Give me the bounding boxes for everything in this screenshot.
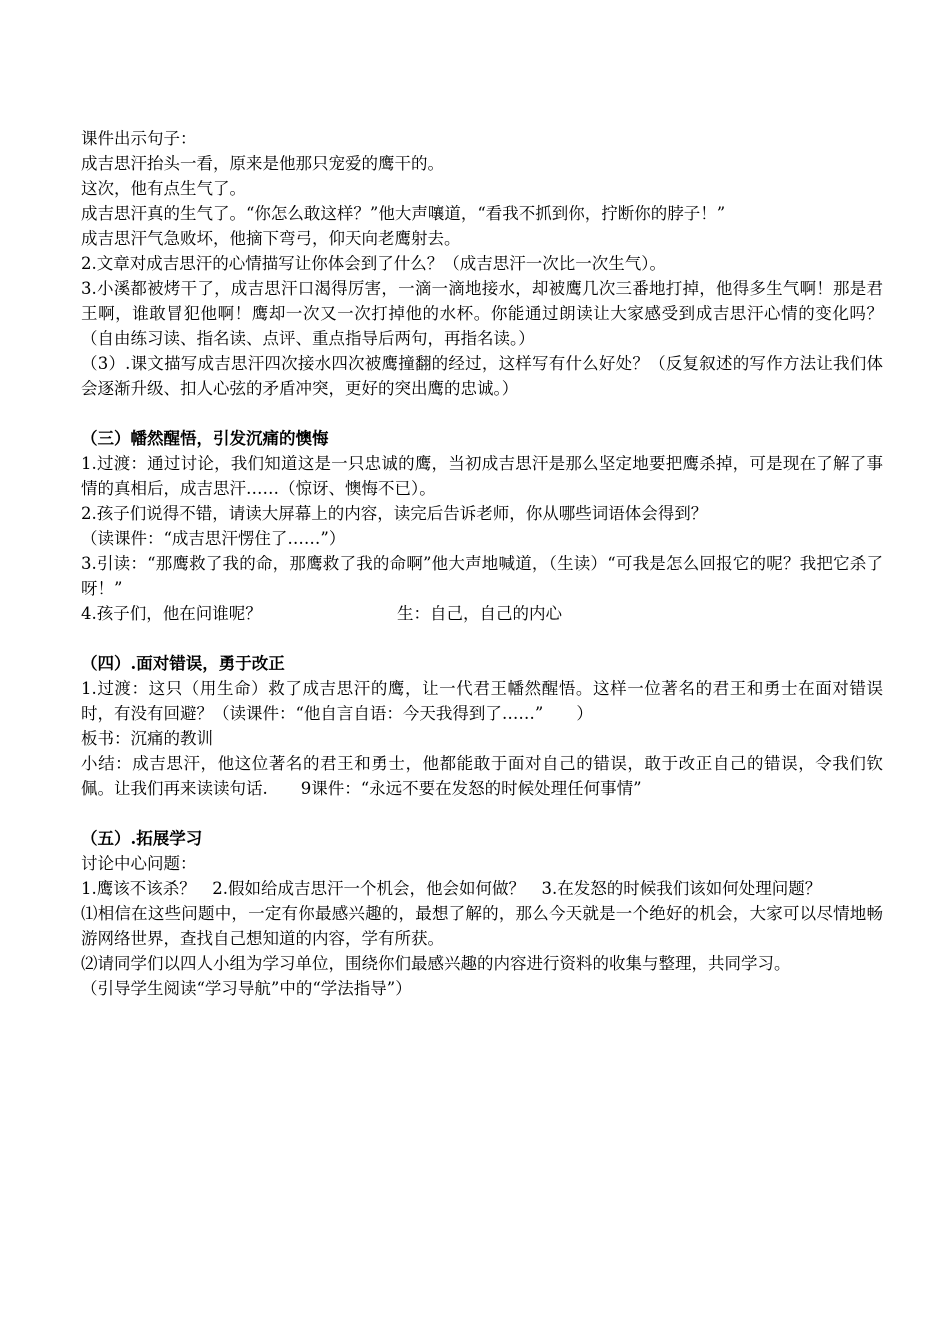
spacer [81, 626, 883, 651]
spacer [81, 401, 883, 426]
quoted-sentence: 这次，他有点生气了。 [81, 179, 246, 198]
quoted-sentence: 成吉思汗真的生气了。“你怎么敢这样？”他大声嚷道，“看我不抓到你，拧断你的脖子！” [81, 204, 726, 223]
board-note: 板书：沉痛的教训 [81, 729, 213, 748]
body-paragraph: 1.过渡：这只（用生命）救了成吉思汗的鹰，让一代君王幡然醒悟。这样一位著名的君王和勇士在面对错误时，有没有回避？（读课件：“他自言自语：今天我得到了……” ） [81, 679, 883, 723]
summary-paragraph: 小结：成吉思汗，他这位著名的君王和勇士，他都能敢于面对自己的错误，敢于改正自己的错误，令我们钦佩。让我们再来读读句话. 9课件：“永远不要在发怒的时候处理任何事情” [81, 754, 883, 798]
guide-note: （引导学生阅读“学习导航”中的“学法指导”） [81, 979, 412, 998]
body-paragraph: 2.孩子们说得不错，请读大屏幕上的内容，读完后告诉老师，你从哪些词语体会得到？ [81, 504, 708, 523]
document-page [81, 126, 883, 1001]
question-answer-line [81, 601, 883, 626]
section-heading: （三）幡然醒悟，引发沉痛的懊悔 [81, 429, 329, 448]
quoted-sentence: 成吉思汗抬头一看，原来是他那只宠爱的鹰干的。 [81, 154, 444, 173]
list-item: ⑴相信在这些问题中，一定有你最感兴趣的，最想了解的，那么今天就是一个绝好的机会，大家可以尽情地畅游网络世界，查找自己想知道的内容，学有所获。 [81, 904, 883, 948]
section-heading: （五）.拓展学习 [81, 829, 203, 848]
question-paragraph: 2.文章对成吉思汗的心情描写让你体会到了什么？（成吉思汗一次比一次生气）。 [81, 254, 666, 273]
quoted-sentence: 成吉思汗气急败坏，他摘下弯弓，仰天向老鹰射去。 [81, 229, 461, 248]
section-heading: （四）.面对错误，勇于改正 [81, 654, 285, 673]
body-paragraph: 1.过渡：通过讨论，我们知道这是一只忠诚的鹰，当初成吉思汗是那么坚定地要把鹰杀掉，可是现在了解了事情的真相后，成吉思汗……（惊讶、懊悔不已）。 [81, 454, 883, 498]
spacer [81, 801, 883, 826]
question-paragraph: （3）.课文描写成吉思汗四次接水四次被鹰撞翻的经过，这样写有什么好处？（反复叙述的写作方法让我们体会逐渐升级、扣人心弦的矛盾冲突，更好的突出鹰的忠诚。） [81, 354, 883, 398]
body-paragraph: 3.引读：“那鹰救了我的命，那鹰救了我的命啊”他大声地喊道，（生读）“可我是怎么回报它的呢？我把它杀了呀！” [81, 554, 883, 598]
discussion-label: 讨论中心问题： [81, 854, 197, 873]
answer-text: 生：自己，自己的内心 [397, 604, 562, 623]
discussion-questions: 1.鹰该不该杀？ 2.假如给成吉思汗一个机会，他会如何做？ 3.在发怒的时候我们该如何处理问题？ [81, 879, 822, 898]
question-paragraph: 3.小溪都被烤干了，成吉思汗口渴得厉害，一滴一滴地接水，却被鹰几次三番地打掉，他得多生气啊！那是君王啊，谁敢冒犯他啊！鹰却一次又一次打掉他的水杯。你能通过朗读让大家感受到成吉思汗心情的变化吗？（自由练习读、指名读、点评、重点指导后两句，再指名读。） [81, 279, 883, 348]
courseware-label: 课件出示句子： [81, 129, 197, 148]
question-text: 4.孩子们，他在问谁呢？ [81, 604, 262, 623]
list-item: ⑵请同学们以四人小组为学习单位，围绕你们最感兴趣的内容进行资料的收集与整理，共同学习。 [81, 954, 791, 973]
body-line: （读课件：“成吉思汗愣住了……”） [81, 529, 346, 548]
